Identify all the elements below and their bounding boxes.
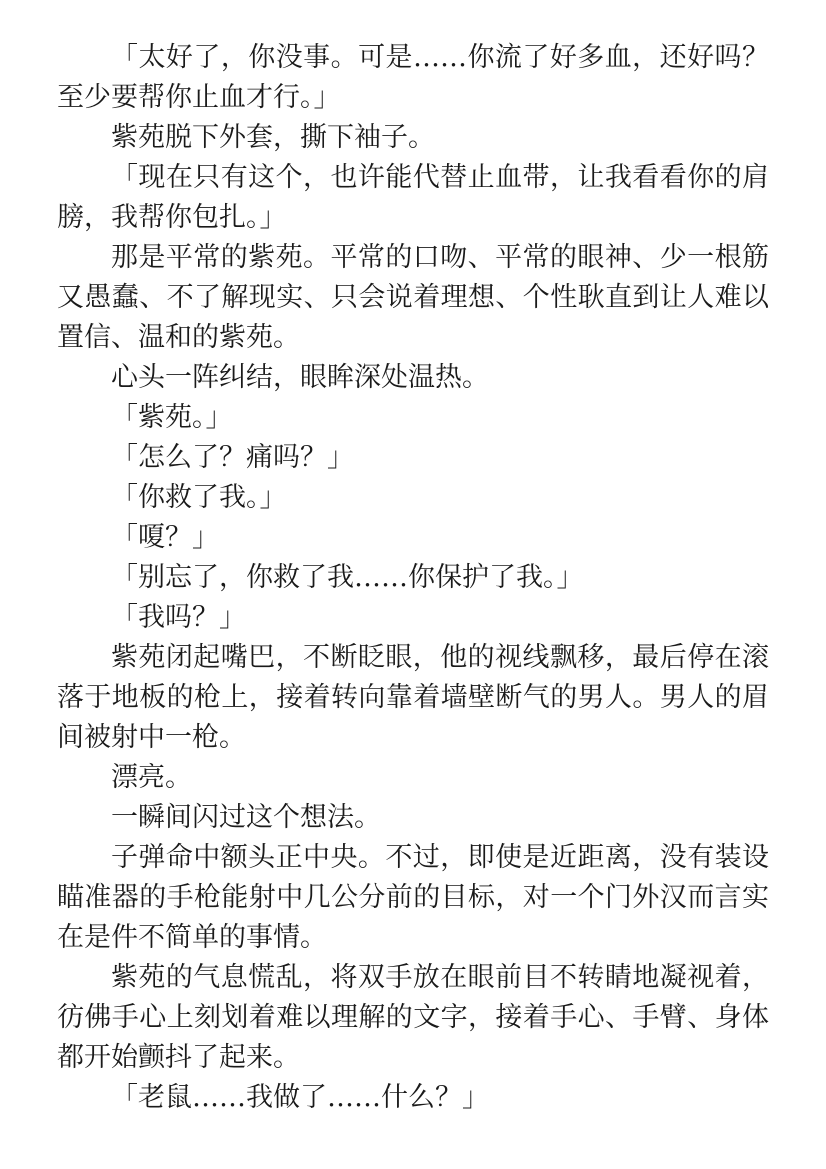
paragraph-16: 紫苑的气息慌乱，将双手放在眼前目不转睛地凝视着，彷佛手心上刻划着难以理解的文字，接着手心、手臂、身体都开始颤抖了起来。 xyxy=(57,962,769,1073)
paragraph-1: 「太好了，你没事。可是……你流了好多血，还好吗？至少要帮你止血才行。」 xyxy=(57,42,769,113)
paragraph-17: 「老鼠……我做了……什么？」 xyxy=(111,1082,489,1113)
paragraph-6: 「紫苑。」 xyxy=(111,402,233,433)
paragraph-2: 紫苑脱下外套，撕下袖子。 xyxy=(111,122,435,153)
paragraph-8: 「你救了我。」 xyxy=(111,482,287,513)
paragraph-12: 紫苑闭起嘴巴，不断眨眼，他的视线飘移，最后停在滚落于地板的枪上，接着转向靠着墙壁断气的男人。男人的眉间被射中一枪。 xyxy=(57,642,769,753)
paragraph-4: 那是平常的紫苑。平常的口吻、平常的眼神、少一根筋又愚蠢、不了解现实、只会说着理想、个性耿直到让人难以置信、温和的紫苑。 xyxy=(57,242,769,353)
paragraph-10: 「别忘了，你救了我……你保护了我。」 xyxy=(111,562,584,593)
paragraph-11: 「我吗？」 xyxy=(111,602,246,633)
paragraph-14: 一瞬间闪过这个想法。 xyxy=(111,802,381,833)
paragraph-13: 漂亮。 xyxy=(111,762,192,793)
paragraph-7: 「怎么了？痛吗？」 xyxy=(111,442,354,473)
paragraph-3: 「现在只有这个，也许能代替止血带，让我看看你的肩膀，我帮你包扎。」 xyxy=(57,162,769,233)
body-text xyxy=(57,38,769,1118)
paragraph-5: 心头一阵纠结，眼眸深处温热。 xyxy=(111,362,489,393)
paragraph-9: 「嗄？」 xyxy=(111,522,219,553)
paragraph-15: 子弹命中额头正中央。不过，即使是近距离，没有装设瞄准器的手枪能射中几公分前的目标，对一个门外汉而言实在是件不简单的事情。 xyxy=(57,842,769,953)
